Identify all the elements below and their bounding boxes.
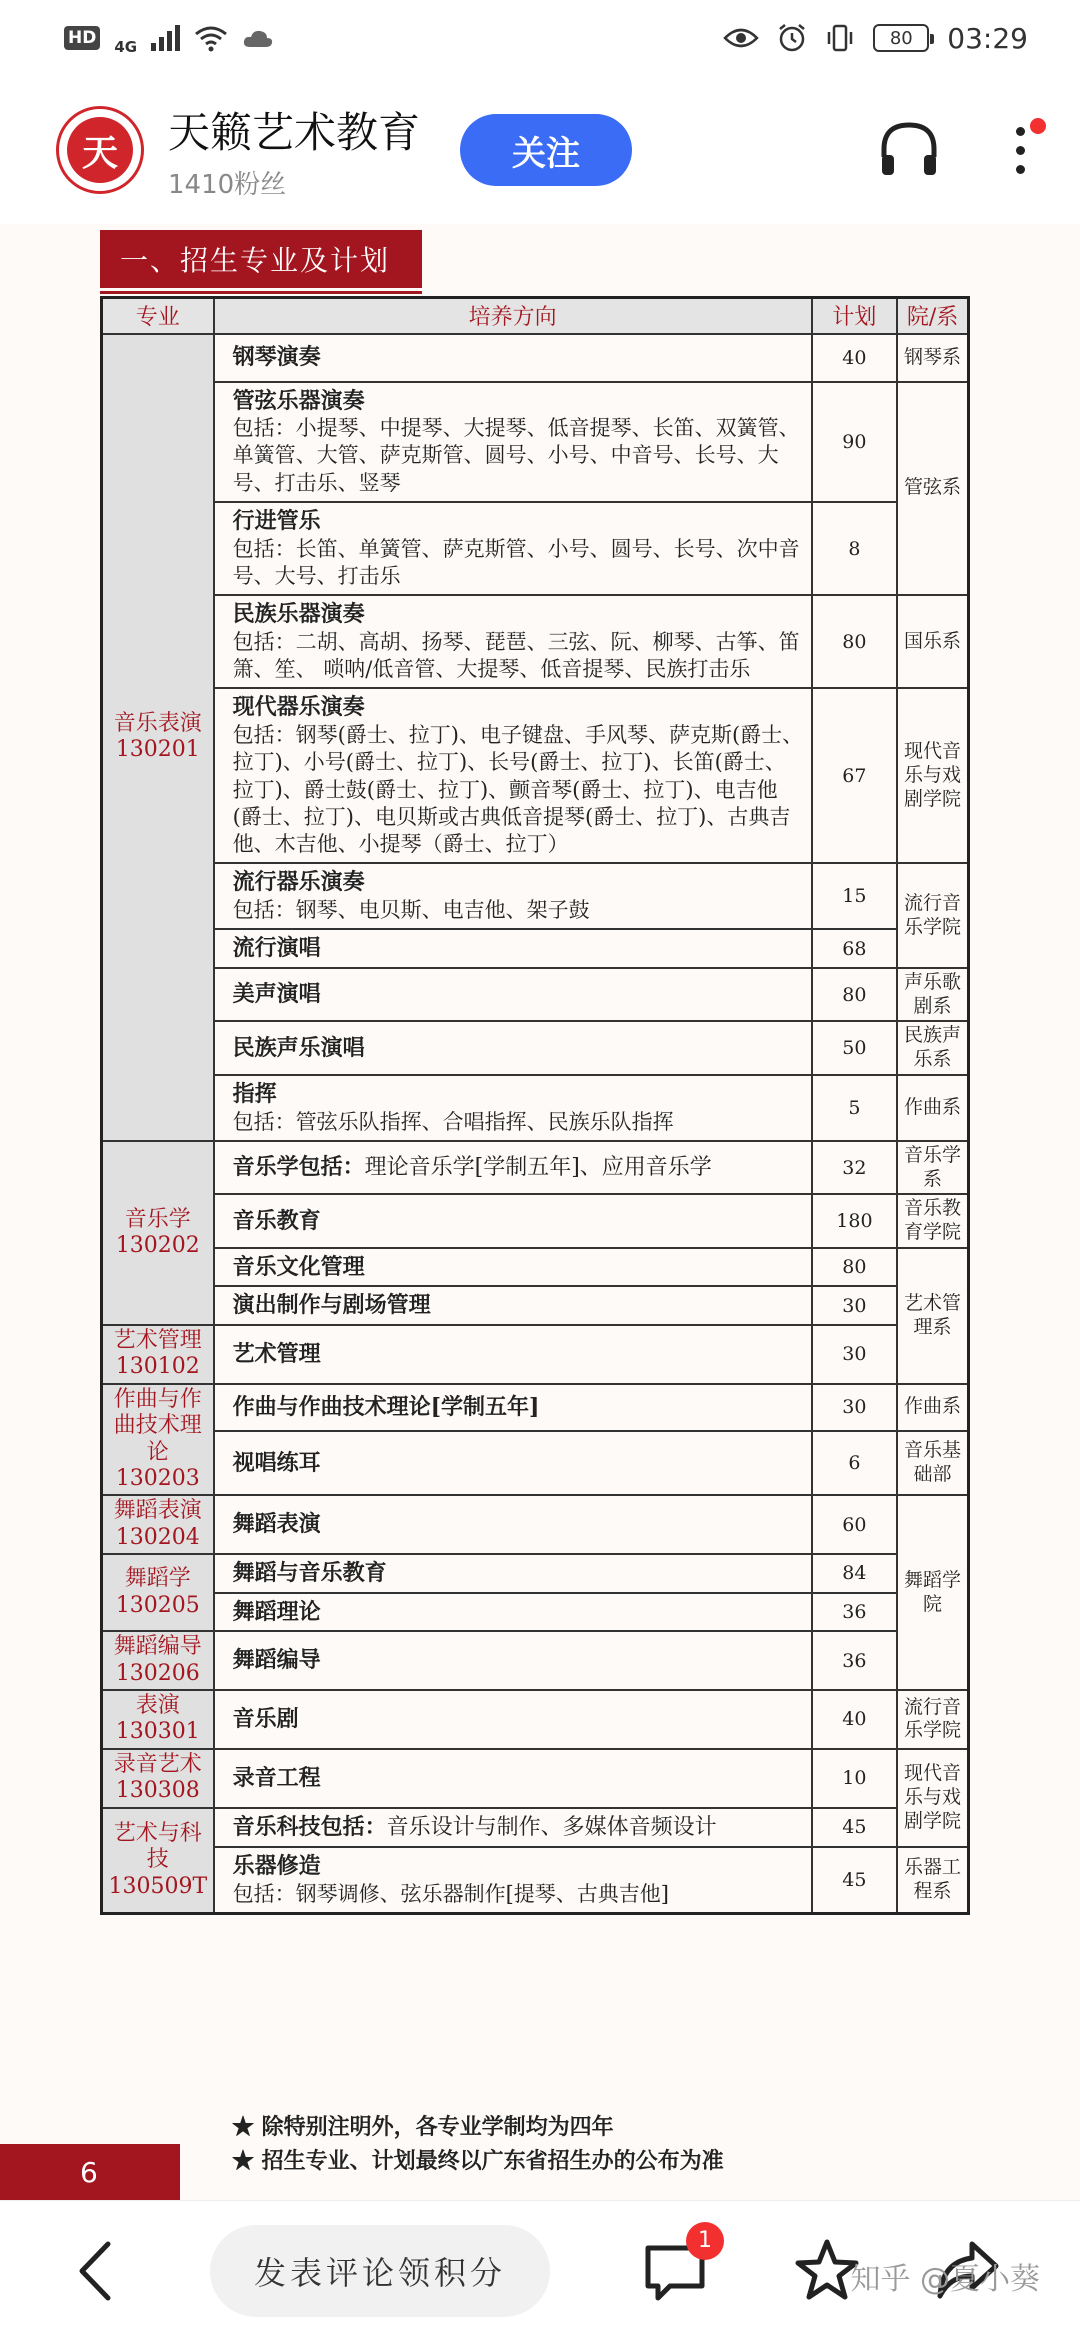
table-row — [102, 1431, 969, 1496]
table-row — [102, 1075, 969, 1141]
dept-cell: 声乐歌剧系 — [897, 968, 968, 1022]
direction-title: 音乐教育 — [232, 1207, 321, 1234]
direction-title: 乐器修造 — [232, 1853, 321, 1880]
wifi-icon — [194, 24, 228, 52]
comment-count-badge: 1 — [686, 2222, 724, 2260]
direction-title: 美声演唱 — [232, 981, 321, 1008]
direction-title: 现代器乐演奏 — [232, 694, 365, 721]
table-header — [102, 298, 969, 334]
note-line: ★ 除特别注明外，各专业学制均为四年 — [232, 2114, 614, 2140]
direction-title: 舞蹈理论 — [232, 1598, 321, 1625]
cloud-icon — [242, 27, 274, 49]
plan-cell: 6 — [812, 1431, 897, 1496]
major-cell: 艺术与科技 130509T — [102, 1808, 214, 1914]
note-line: ★ 招生专业、计划最终以广东省招生办的公布为准 — [232, 2148, 724, 2174]
major-cell: 录音艺术 130308 — [102, 1749, 214, 1808]
follow-button[interactable]: 关注 — [460, 114, 632, 186]
direction-includes: 包括：钢琴(爵士、拉丁)、电子键盘、手风琴、萨克斯(爵士、拉丁)、小号(爵士、拉丁)、长号(爵士、拉丁)、长笛(爵士、拉丁)、爵士鼓(爵士、拉丁)、颤音琴(爵士、拉丁)、电吉他(爵士、拉丁)、电贝斯或古典低音提琴(爵士、拉丁)、古典吉他、木吉他、小提琴（爵士、拉丁） — [232, 722, 804, 857]
plan-cell: 180 — [812, 1194, 897, 1248]
dept-cell: 现代音乐与戏剧学院 — [897, 688, 968, 863]
direction-includes: 包括：二胡、高胡、扬琴、琵琶、三弦、阮、柳琴、古筝、笛箫、笙、 唢呐/低音管、大提琴、低音提琴、民族打击乐 — [232, 629, 800, 682]
col-plan: 计划 — [812, 298, 897, 334]
plan-cell: 36 — [812, 1631, 897, 1690]
major-cell: 作曲与作曲技术理论 130203 — [102, 1384, 214, 1496]
dept-cell: 音乐基础部 — [897, 1431, 968, 1496]
table-row — [102, 1021, 969, 1075]
dept-cell: 流行音乐学院 — [897, 1690, 968, 1749]
major-cell: 表演 130301 — [102, 1690, 214, 1749]
direction-includes: 包括：小提琴、中提琴、大提琴、低音提琴、长笛、双簧管、单簧管、大管、萨克斯管、圆号、小号、中音号、长号、大号、打击乐、竖琴 — [232, 416, 800, 495]
direction-includes: 理论音乐学[学制五年]、应用音乐学 — [364, 1154, 712, 1180]
plan-cell: 50 — [812, 1021, 897, 1075]
direction-title: 舞蹈编导 — [232, 1647, 321, 1674]
section-title: 一、招生专业及计划 — [100, 230, 422, 288]
clock: 03:29 — [947, 21, 1028, 55]
direction-title: 流行演唱 — [232, 935, 321, 962]
notification-dot — [1030, 118, 1046, 134]
table-row — [102, 1749, 969, 1808]
table-row — [102, 334, 969, 382]
fans-count: 1410粉丝 — [168, 169, 287, 200]
dept-cell: 民族声乐系 — [897, 1021, 968, 1075]
plan-cell: 68 — [812, 929, 897, 968]
watermark: 知乎 @夏小葵 — [850, 2262, 1040, 2297]
enrollment-table — [100, 296, 970, 1915]
account-header — [0, 76, 1080, 224]
direction-title: 演出制作与剧场管理 — [232, 1292, 431, 1319]
plan-cell: 15 — [812, 863, 897, 929]
direction-includes: 包括：管弦乐队指挥、合唱指挥、民族乐队指挥 — [232, 1109, 674, 1134]
plan-cell: 30 — [812, 1325, 897, 1384]
table-row — [102, 1847, 969, 1913]
table-row — [102, 1495, 969, 1554]
table-row — [102, 502, 969, 595]
plan-cell: 36 — [812, 1593, 897, 1632]
plan-cell: 40 — [812, 1690, 897, 1749]
plan-cell: 30 — [812, 1286, 897, 1325]
vibrate-icon — [825, 23, 855, 53]
col-major: 专业 — [102, 298, 214, 334]
direction-title: 舞蹈表演 — [232, 1511, 321, 1538]
document-image — [0, 224, 1080, 2200]
direction-title: 音乐剧 — [232, 1706, 299, 1733]
network-type: 4G — [114, 38, 138, 56]
table-row — [102, 1325, 969, 1384]
table-row — [102, 929, 969, 968]
alarm-icon — [777, 23, 807, 53]
direction-includes: 包括：钢琴调修、弦乐器制作[提琴、古典吉他] — [232, 1881, 669, 1906]
plan-cell: 40 — [812, 334, 897, 382]
col-direction: 培养方向 — [214, 298, 812, 334]
plan-cell: 45 — [812, 1808, 897, 1848]
table-row — [102, 1194, 969, 1248]
table-row — [102, 863, 969, 929]
avatar[interactable] — [56, 106, 144, 194]
direction-includes: 包括：钢琴、电贝斯、电吉他、架子鼓 — [232, 898, 590, 923]
plan-cell: 8 — [812, 502, 897, 595]
table-row — [102, 595, 969, 688]
account-name[interactable]: 天籁艺术教育 — [168, 107, 421, 157]
plan-cell: 60 — [812, 1495, 897, 1554]
plan-cell: 80 — [812, 595, 897, 688]
plan-cell: 30 — [812, 1384, 897, 1431]
plan-cell: 80 — [812, 1248, 897, 1287]
direction-title: 音乐科技包括： — [232, 1813, 387, 1840]
dept-cell: 国乐系 — [897, 595, 968, 688]
dept-cell: 舞蹈学院 — [897, 1495, 968, 1690]
plan-cell: 32 — [812, 1141, 897, 1195]
direction-title: 艺术管理 — [232, 1341, 321, 1368]
table-row — [102, 1808, 969, 1848]
dept-cell: 艺术管理系 — [897, 1248, 968, 1384]
back-arrow-icon[interactable] — [70, 2236, 120, 2306]
headphone-icon[interactable] — [874, 115, 944, 185]
direction-includes: 包括：长笛、单簧管、萨克斯管、小号、圆号、长号、次中音号、大号、打击乐 — [232, 536, 800, 588]
table-row — [102, 1554, 969, 1593]
direction-title: 行进管乐 — [232, 507, 321, 534]
plan-cell: 67 — [812, 688, 897, 863]
direction-title: 音乐学包括： — [232, 1153, 365, 1180]
major-cell: 音乐表演 130201 — [102, 334, 214, 1141]
dept-cell: 钢琴系 — [897, 334, 968, 382]
table-row — [102, 1384, 969, 1431]
direction-title: 录音工程 — [232, 1764, 321, 1791]
table-row — [102, 1141, 969, 1195]
dept-cell: 流行音乐学院 — [897, 863, 968, 967]
table-row — [102, 688, 969, 863]
dept-cell: 作曲系 — [897, 1384, 968, 1431]
signal-icon — [151, 25, 180, 51]
eye-icon — [723, 26, 759, 50]
table-row — [102, 1286, 969, 1325]
table-row — [102, 1593, 969, 1632]
table-notes — [232, 2110, 724, 2178]
table-row — [102, 968, 969, 1022]
direction-title: 民族乐器演奏 — [232, 601, 365, 628]
direction-title: 民族声乐演唱 — [232, 1034, 365, 1061]
direction-title: 指挥 — [232, 1080, 277, 1107]
plan-cell: 5 — [812, 1075, 897, 1141]
major-cell: 舞蹈编导 130206 — [102, 1631, 214, 1690]
plan-cell: 84 — [812, 1554, 897, 1593]
direction-title: 音乐文化管理 — [232, 1253, 365, 1280]
direction-includes: 音乐设计与制作、多媒体音频设计 — [386, 1814, 717, 1840]
page-number: 6 — [0, 2144, 180, 2200]
col-dept: 院/系 — [897, 298, 968, 334]
plan-cell: 90 — [812, 382, 897, 502]
comment-button[interactable] — [640, 2228, 712, 2306]
battery-icon: 80 — [873, 24, 929, 52]
direction-title: 舞蹈与音乐教育 — [232, 1560, 387, 1587]
dept-cell: 音乐教育学院 — [897, 1194, 968, 1248]
table-row — [102, 1631, 969, 1690]
avatar-logo: 天 — [67, 117, 133, 183]
plan-cell: 45 — [812, 1847, 897, 1913]
table-row — [102, 1690, 969, 1749]
table-row — [102, 1248, 969, 1287]
direction-title: 作曲与作曲技术理论[学制五年] — [232, 1393, 540, 1420]
major-cell: 艺术管理 130102 — [102, 1325, 214, 1384]
dept-cell: 管弦系 — [897, 382, 968, 596]
dept-cell: 现代音乐与戏剧学院 — [897, 1749, 968, 1847]
plan-cell: 10 — [812, 1749, 897, 1808]
more-options-icon[interactable] — [1000, 110, 1040, 190]
dept-cell: 乐器工程系 — [897, 1847, 968, 1913]
dept-cell: 音乐学系 — [897, 1141, 968, 1195]
major-cell: 舞蹈表演 130204 — [102, 1495, 214, 1554]
major-cell: 舞蹈学 130205 — [102, 1554, 214, 1631]
direction-title: 钢琴演奏 — [232, 344, 321, 371]
status-bar — [0, 0, 1080, 76]
dept-cell: 作曲系 — [897, 1075, 968, 1141]
hd-indicator: HD — [64, 26, 100, 50]
direction-title: 管弦乐器演奏 — [232, 387, 365, 414]
direction-title: 流行器乐演奏 — [232, 869, 365, 896]
plan-cell: 80 — [812, 968, 897, 1022]
major-cell: 音乐学 130202 — [102, 1141, 214, 1325]
comment-input[interactable]: 发表评论领积分 — [210, 2225, 550, 2317]
table-row — [102, 382, 969, 502]
direction-title: 视唱练耳 — [232, 1449, 321, 1476]
